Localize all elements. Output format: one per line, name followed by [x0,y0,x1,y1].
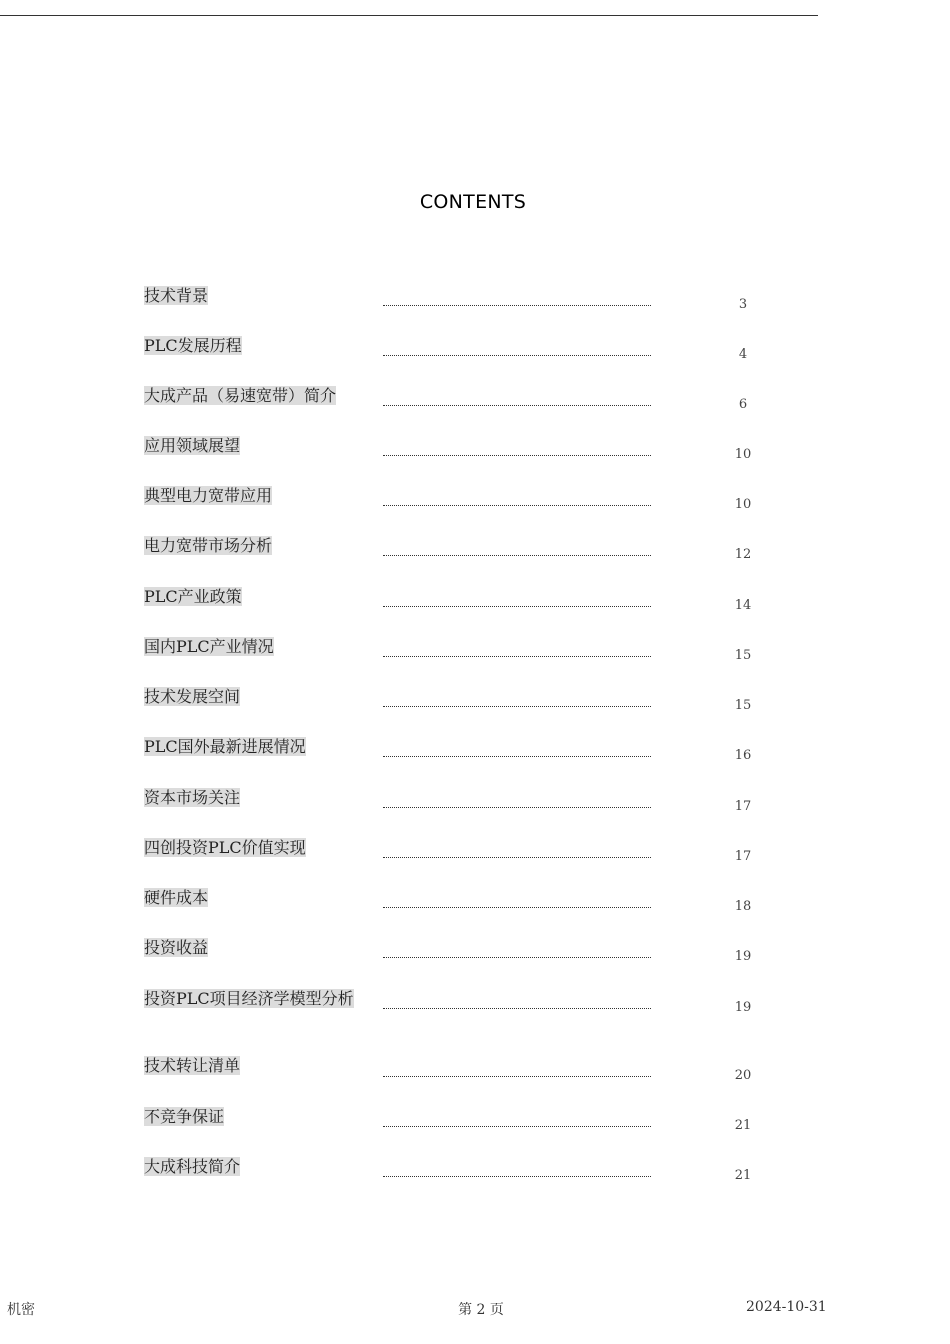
toc-page-number: 18 [734,899,752,914]
toc-leader-dots [383,455,651,456]
toc-entry-title: 四创投资PLC价值实现 [144,838,306,857]
toc-leader-dots [383,606,651,607]
toc-leader-dots [383,1076,651,1077]
toc-heading: CONTENTS [419,191,527,213]
toc-entry-title: PLC国外最新进展情况 [144,737,306,756]
toc-page-number: 19 [734,949,752,964]
toc-entry-title: 典型电力宽带应用 [144,486,273,505]
toc-page-number: 10 [734,447,752,462]
toc-leader-dots [383,555,651,556]
toc-page-number: 21 [734,1168,752,1183]
toc-page-number: 15 [734,698,752,713]
toc-entry-title: PLC产业政策 [144,587,242,606]
toc-page-number: 21 [734,1118,752,1133]
toc-entry-title: 资本市场关注 [144,788,241,807]
toc-leader-dots [383,857,651,858]
toc-leader-dots [383,957,651,958]
toc-leader-dots [383,355,651,356]
toc-entry-title: 技术发展空间 [144,687,241,706]
toc-entry-title: 应用领域展望 [144,436,241,455]
toc-entry-title: 电力宽带市场分析 [144,536,273,555]
toc-entry-title: PLC发展历程 [144,336,242,355]
toc-page-number: 10 [734,497,752,512]
toc-entry-title: 投资收益 [144,938,209,957]
toc-entry-title: 大成科技简介 [144,1157,241,1176]
toc-leader-dots [383,505,651,506]
footer-date: 2024-10-31 [746,1299,827,1315]
toc-page-number: 12 [734,547,752,562]
toc-leader-dots [383,405,651,406]
toc-leader-dots [383,1176,651,1177]
toc-entry-title: 大成产品（易速宽带）简介 [144,386,337,405]
toc-entry-title: 技术转让清单 [144,1056,241,1075]
toc-leader-dots [383,656,651,657]
toc-entry-title: 硬件成本 [144,888,209,907]
footer-page-number: 第 2 页 [458,1302,504,1318]
toc-leader-dots [383,756,651,757]
toc-leader-dots [383,305,651,306]
toc-page-number: 20 [734,1068,752,1083]
toc-entry-title: 技术背景 [144,286,209,305]
toc-entry[interactable] [0,1153,950,1213]
toc-page-number: 15 [734,648,752,663]
toc-entry-title: 投资PLC项目经济学模型分析 [144,989,354,1008]
toc-entry-title: 不竞争保证 [144,1107,225,1126]
toc-page-number: 16 [734,748,752,763]
toc-leader-dots [383,706,651,707]
toc-entry-title: 国内PLC产业情况 [144,637,274,656]
toc-page-number: 19 [734,1000,752,1015]
toc-leader-dots [383,907,651,908]
toc-page-number: 3 [738,297,748,312]
toc-page-number: 4 [738,347,748,362]
toc-leader-dots [383,1008,651,1009]
footer-confidential: 机密 [7,1302,35,1318]
toc-page-number: 6 [738,397,748,412]
toc-entry[interactable] [0,985,950,1055]
toc-leader-dots [383,807,651,808]
toc-leader-dots [383,1126,651,1127]
toc-page-number: 14 [734,598,752,613]
toc-page-number: 17 [734,849,752,864]
toc-page-number: 17 [734,799,752,814]
